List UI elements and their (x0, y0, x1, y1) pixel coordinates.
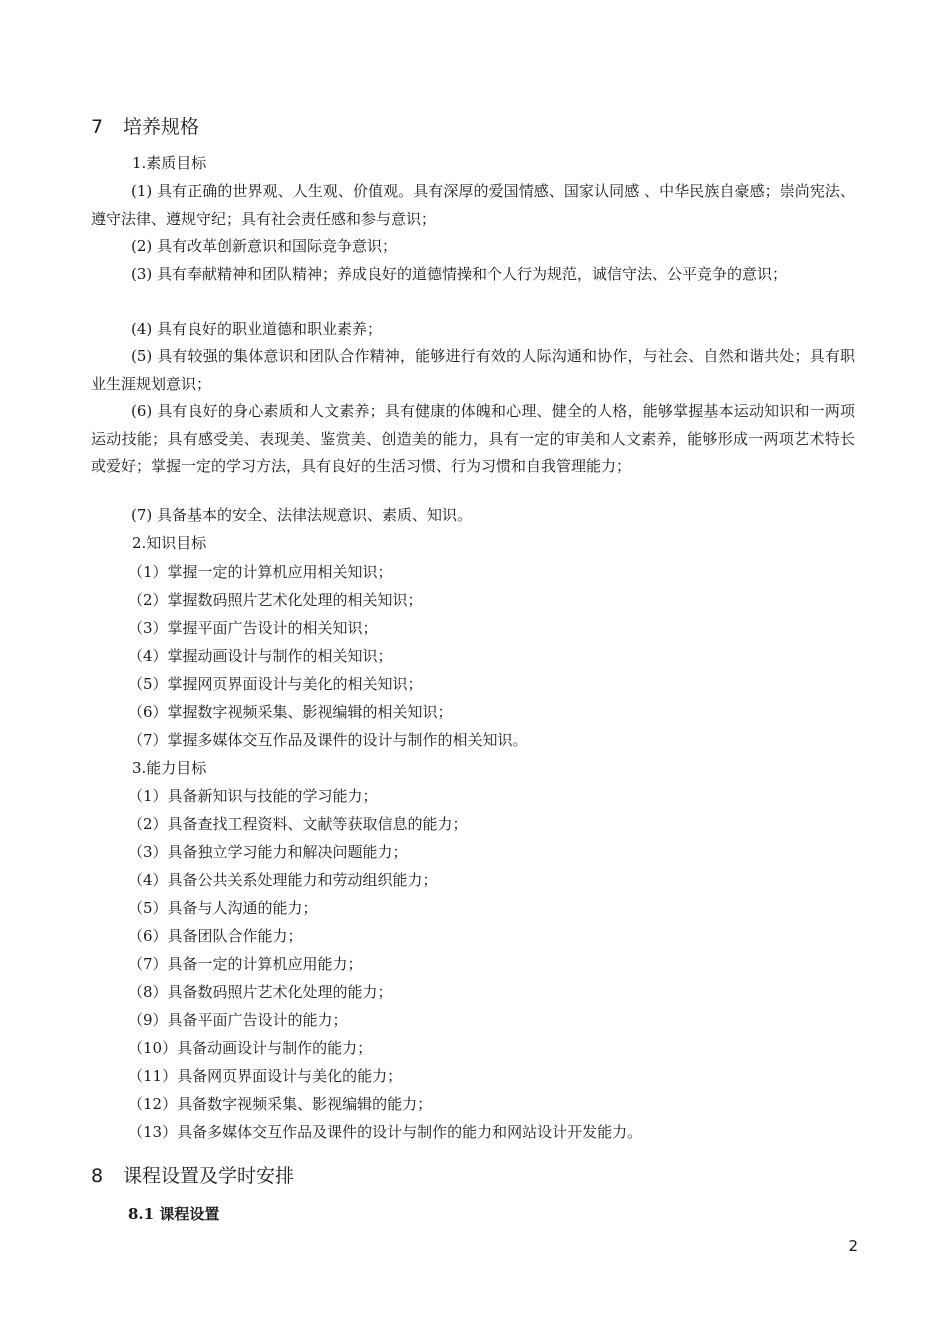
quality-para-7: (7) 具备基本的安全、法律法规意识、素质、知识。 (131, 506, 473, 524)
section-8-title: 课程设置及学时安排 (123, 1165, 295, 1187)
ability-item: （9）具备平面广告设计的能力； (128, 1011, 348, 1029)
ability-item: （8）具备数码照片艺术化处理的能力； (128, 983, 393, 1001)
quality-para-5: (5) 具有较强的集体意识和团队合作精神，能够进行有效的人际沟通和协作，与社会、自然和谐共处；具有职业生涯规划意识； (91, 347, 855, 393)
ability-item: （2）具备查找工程资料、文献等获取信息的能力； (128, 815, 468, 833)
ability-item: （6）具备团队合作能力； (128, 927, 303, 945)
section-7-title: 培养规格 (123, 116, 200, 138)
section-8-number: 8 (91, 1165, 104, 1187)
ability-item: （11）具备网页界面设计与美化的能力； (128, 1067, 403, 1085)
quality-goals-heading: 1.素质目标 (132, 154, 207, 172)
section-7-heading (91, 115, 199, 139)
knowledge-goals-heading: 2.知识目标 (132, 534, 207, 552)
knowledge-item: （2）掌握数码照片艺术化处理的相关知识； (128, 591, 423, 609)
ability-item: （12）具备数字视频采集、影视编辑的能力； (128, 1095, 433, 1113)
section-8-heading (91, 1164, 294, 1188)
quality-para-6: (6) 具有良好的身心素质和人文素养；具有健康的体魄和心理、健全的人格，能够掌握基本运动知识和一两项运动技能；具有感受美、表现美、鉴赏美、创造美的能力，具有一定的审美和人文素养，能够形成一两项艺术特长或爱好；掌握一定的学习方法，具有良好的生活习惯、行为习惯和自我管理能力； (91, 402, 855, 475)
ability-goals-heading: 3.能力目标 (132, 759, 207, 777)
quality-para-3: (3) 具有奉献精神和团队精神；养成良好的道德情操和个人行为规范，诚信守法、公平竞争的意识； (131, 265, 788, 283)
ability-item: （4）具备公共关系处理能力和劳动组织能力； (128, 871, 438, 889)
knowledge-item: （5）掌握网页界面设计与美化的相关知识； (128, 675, 423, 693)
knowledge-item: （4）掌握动画设计与制作的相关知识； (128, 647, 393, 665)
ability-item: （3）具备独立学习能力和解决问题能力； (128, 843, 408, 861)
knowledge-item: （1）掌握一定的计算机应用相关知识； (128, 563, 393, 581)
ability-item: （1）具备新知识与技能的学习能力； (128, 787, 378, 805)
knowledge-item: （3）掌握平面广告设计的相关知识； (128, 619, 378, 637)
quality-para-4: (4) 具有良好的职业道德和职业素养； (131, 320, 383, 338)
ability-item: （13）具备多媒体交互作品及课件的设计与制作的能力和网站设计开发能力。 (128, 1123, 643, 1141)
knowledge-item: （6）掌握数字视频采集、影视编辑的相关知识； (128, 703, 453, 721)
section-7-number: 7 (91, 116, 104, 138)
quality-para-2: (2) 具有改革创新意识和国际竞争意识； (131, 237, 398, 255)
page-number: 2 (848, 1237, 858, 1255)
ability-item: （10）具备动画设计与制作的能力； (128, 1039, 373, 1057)
knowledge-item: （7）掌握多媒体交互作品及课件的设计与制作的相关知识。 (128, 731, 528, 749)
quality-para-1: (1) 具有正确的世界观、人生观、价值观。具有深厚的爱国情感、国家认同感 、中华民族自豪感；崇尚宪法、遵守法律、遵规守纪；具有社会责任感和参与意识； (91, 182, 855, 228)
subsection-8-1-heading: 8.1 课程设置 (128, 1205, 220, 1223)
ability-item: （5）具备与人沟通的能力； (128, 899, 318, 917)
ability-item: （7）具备一定的计算机应用能力； (128, 955, 363, 973)
